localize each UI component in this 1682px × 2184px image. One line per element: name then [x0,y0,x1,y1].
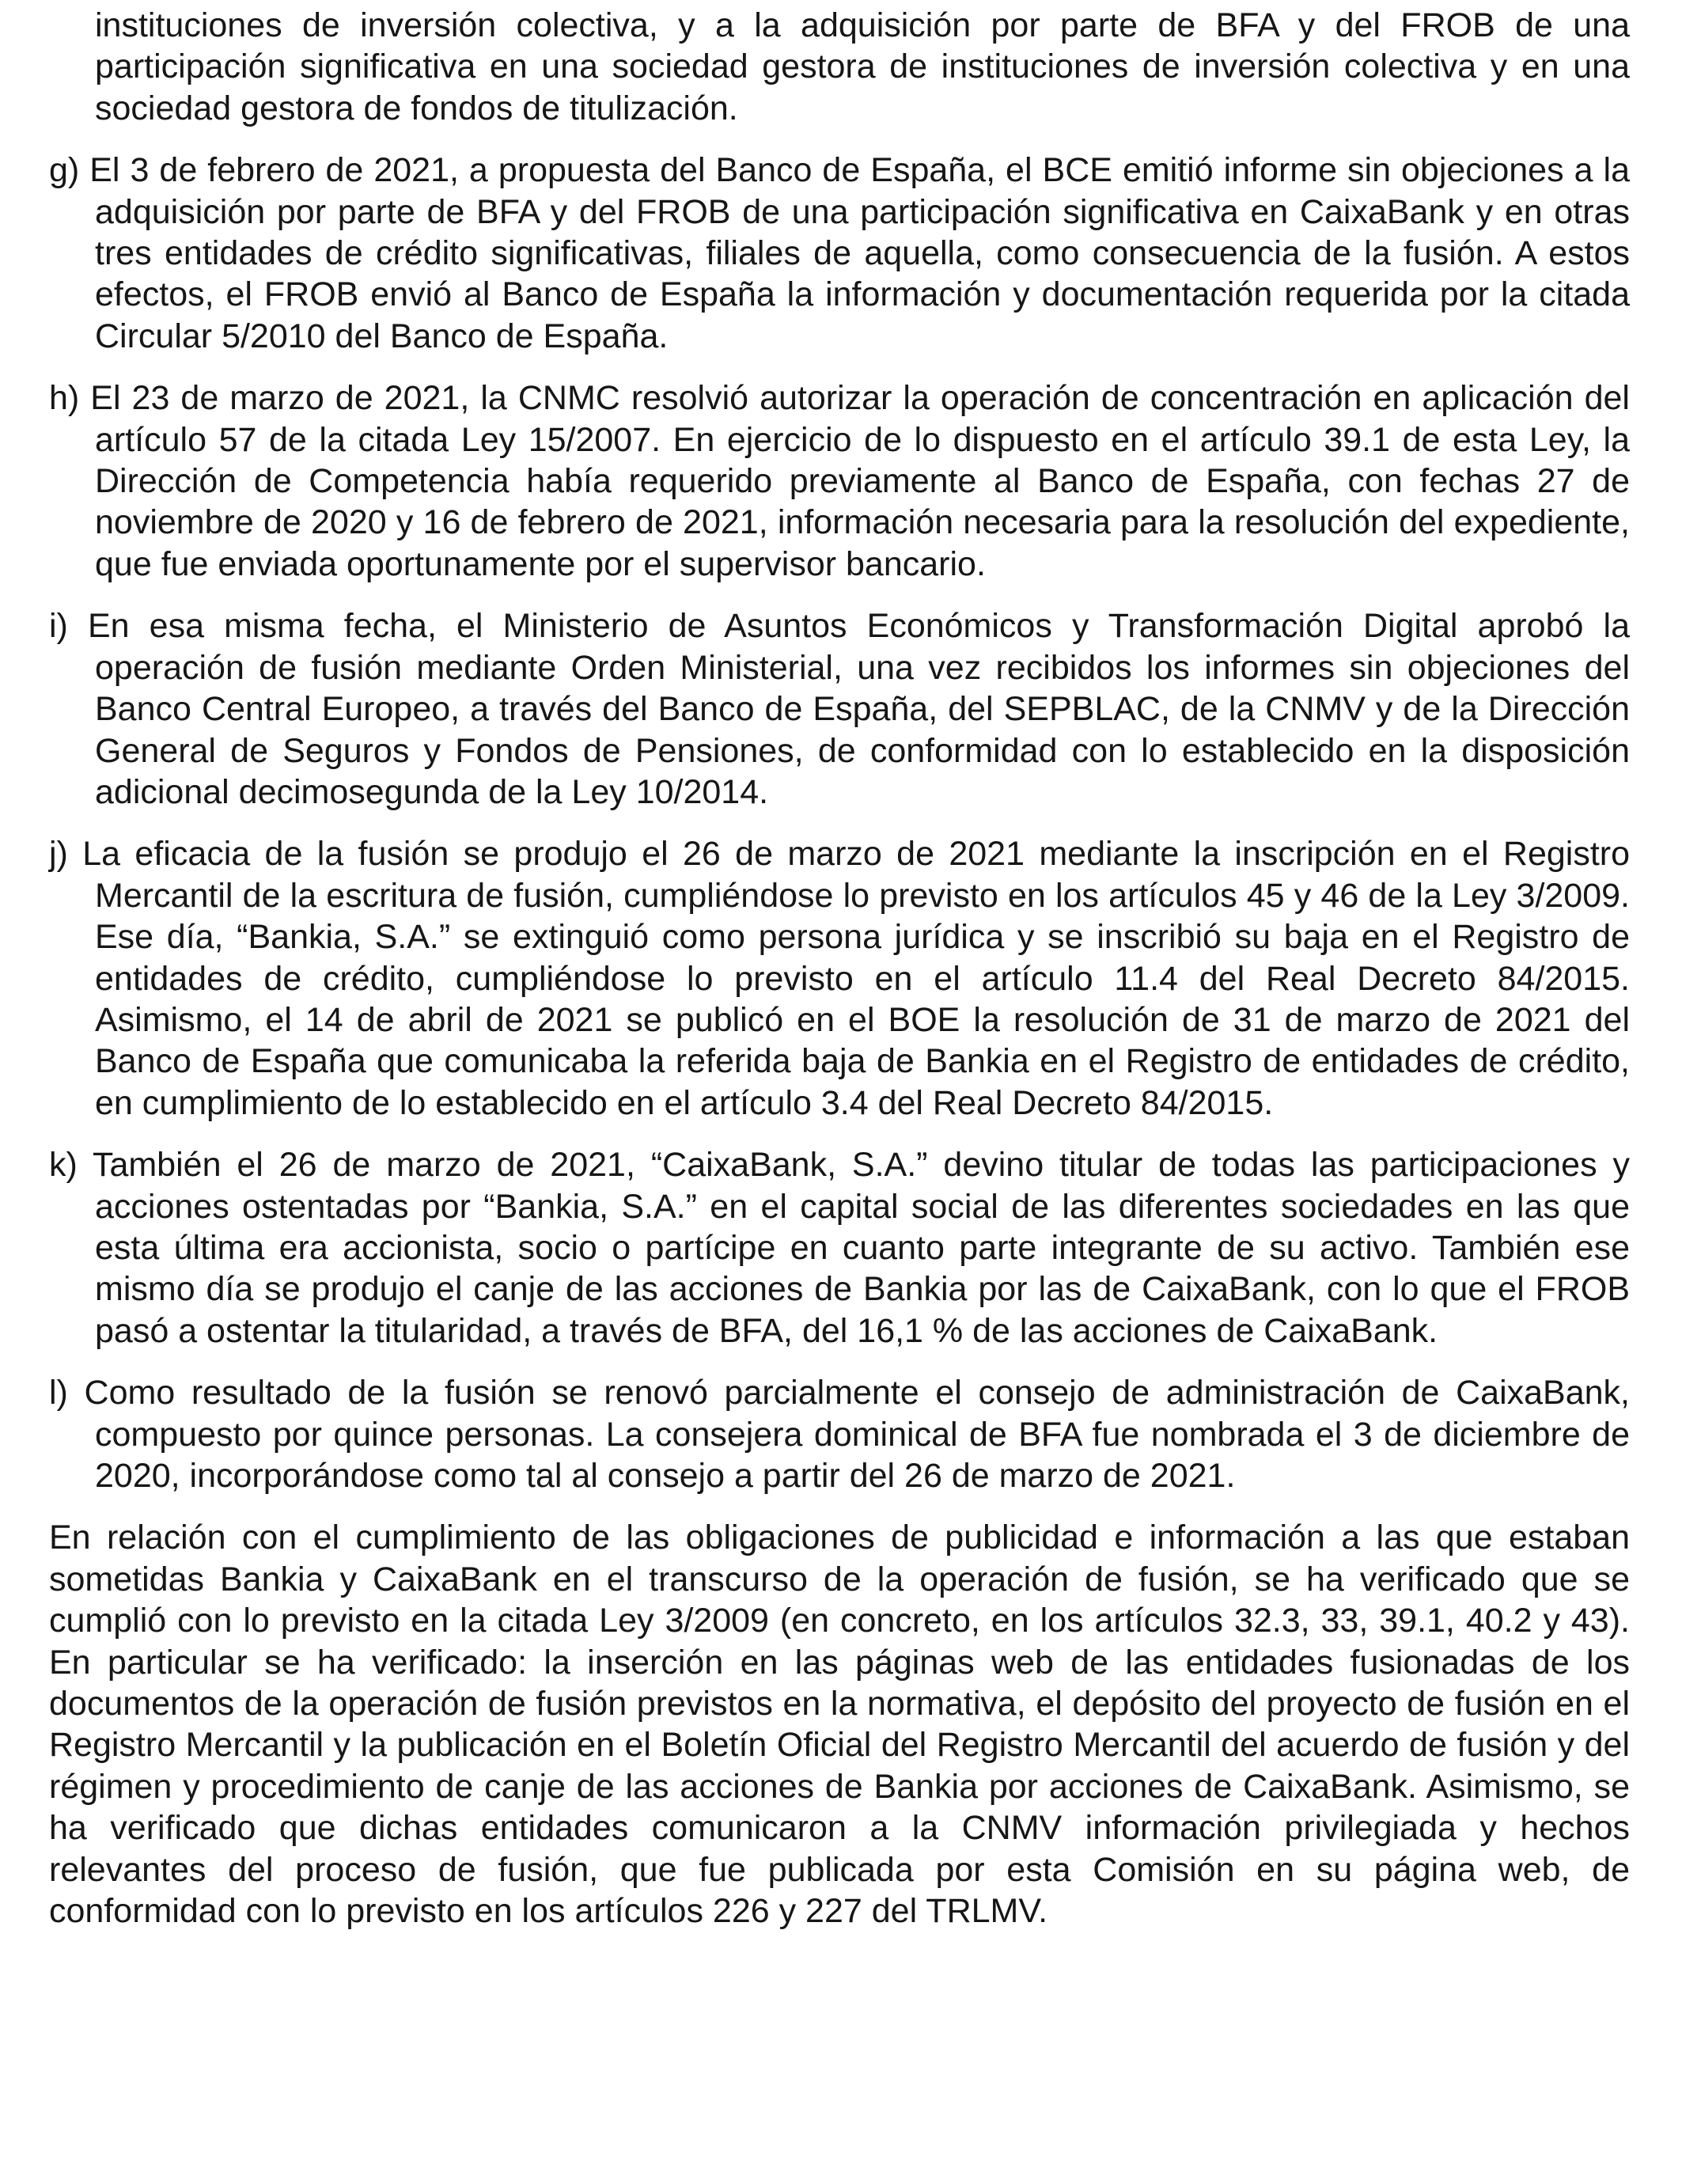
list-item-text: Como resultado de la fusión se renovó parcialmente el consejo de administración de CaixaBank, compuesto por quince personas. La consejera dominical de BFA fue nombrada el 3 de diciembre de 2020, incorporándose como tal al consejo a partir del 26 de marzo de 2021. [84,1374,1630,1495]
list-item-text: El 23 de marzo de 2021, la CNMC resolvió autorizar la operación de concentración en aplicación del artículo 57 de la citada Ley 15/2007. En ejercicio de lo dispuesto en el artículo 39.1 de esta Ley, la Dirección de Competencia había requerido previamente al Banco de España, con fechas 27 de noviembre de 2020 y 16 de febrero de 2021, información necesaria para la resolución del expediente, que fue enviada oportunamente por el supervisor bancario. [90,379,1630,583]
list-marker: i) [49,607,68,646]
list-item-l [49,1372,1630,1496]
paragraph-body: En relación con el cumplimiento de las obligaciones de publicidad e información a las que estaban sometidas Bankia y CaixaBank en el transcurso de la operación de fusión, se ha verificado que se cumplió con lo previsto en la citada Ley 3/2009 (en concreto, en los artículos 32.3, 33, 39.1, 40.2 y 43). En particular se ha verificado: la inserción en las páginas web de las entidades fusionadas de los documentos de la operación de fusión previstos en la normativa, el depósito del proyecto de fusión en el Registro Mercantil y la publicación en el Boletín Oficial del Registro Mercantil del acuerdo de fusión y del régimen y procedimiento de canje de las acciones de Bankia por acciones de CaixaBank. Asimismo, se ha verificado que dichas entidades comunicaron a la CNMV información privilegiada y hechos relevantes del proceso de fusión, que fue publicada por esta Comisión en su página web, de conformidad con lo previsto en los artículos 226 y 227 del TRLMV. [49,1519,1630,1931]
list-item-text: El 3 de febrero de 2021, a propuesta del Banco de España, el BCE emitió informe sin objeciones a la adquisición por parte de BFA y del FROB de una participación significativa en CaixaBank y en otras tres entidades de crédito significativas, filiales de aquella, como consecuencia de la fusión. A estos efectos, el FROB envió al Banco de España la información y documentación requerida por la citada Circular 5/2010 del Banco de España. [89,151,1630,355]
list-item-g [49,150,1630,357]
list-marker: l) [49,1374,68,1412]
list-marker: k) [49,1146,78,1185]
list-item-text: También el 26 de marzo de 2021, “CaixaBank, S.A.” devino titular de todas las participaciones y acciones ostentadas por “Bankia, S.A.” en el capital social de las diferentes sociedades en las que esta última era accionista, socio o partícipe en cuanto parte integrante de su activo. También ese mismo día se produjo el canje de las acciones de Bankia por las de CaixaBank, con lo que el FROB pasó a ostentar la titularidad, a través de BFA, del 16,1 % de las acciones de CaixaBank. [92,1146,1630,1350]
paragraph-continuation: instituciones de inversión colectiva, y a la adquisición por parte de BFA y del FROB de una participación significativa en una sociedad gestora de instituciones de inversión colectiva y en una sociedad gestora de fondos de titulización. [95,6,1630,127]
list-marker: j) [49,835,68,874]
list-marker: h) [49,379,80,418]
list-item-text: En esa misma fecha, el Ministerio de Asuntos Económicos y Transformación Digital aprobó la operación de fusión mediante Orden Ministerial, una vez recibidos los informes sin objeciones del Banco Central Europeo, a través del Banco de España, del SEPBLAC, de la CNMV y de la Dirección General de Seguros y Fondos de Pensiones, de conformidad con lo establecido en la disposición adicional decimosegunda de la Ley 10/2014. [87,607,1630,811]
list-item-j [49,833,1630,1124]
list-item-h [49,377,1630,585]
list-marker: g) [49,151,80,190]
list-item-i [49,605,1630,813]
list-item-k [49,1144,1630,1352]
document-page [49,5,1630,1952]
list-item-text: La eficacia de la fusión se produjo el 26 de marzo de 2021 mediante la inscripción en el Registro Mercantil de la escritura de fusión, cumpliéndose lo previsto en los artículos 45 y 46 de la Ley 3/2009. Ese día, “Bankia, S.A.” se extinguió como persona jurídica y se inscribió su baja en el Registro de entidades de crédito, cumpliéndose lo previsto en el artículo 11.4 del Real Decreto 84/2015. Asimismo, el 14 de abril de 2021 se publicó en el BOE la resolución de 31 de marzo de 2021 del Banco de España que comunicaba la referida baja de Bankia en el Registro de entidades de crédito, en cumplimiento de lo establecido en el artículo 3.4 del Real Decreto 84/2015. [82,835,1631,1122]
